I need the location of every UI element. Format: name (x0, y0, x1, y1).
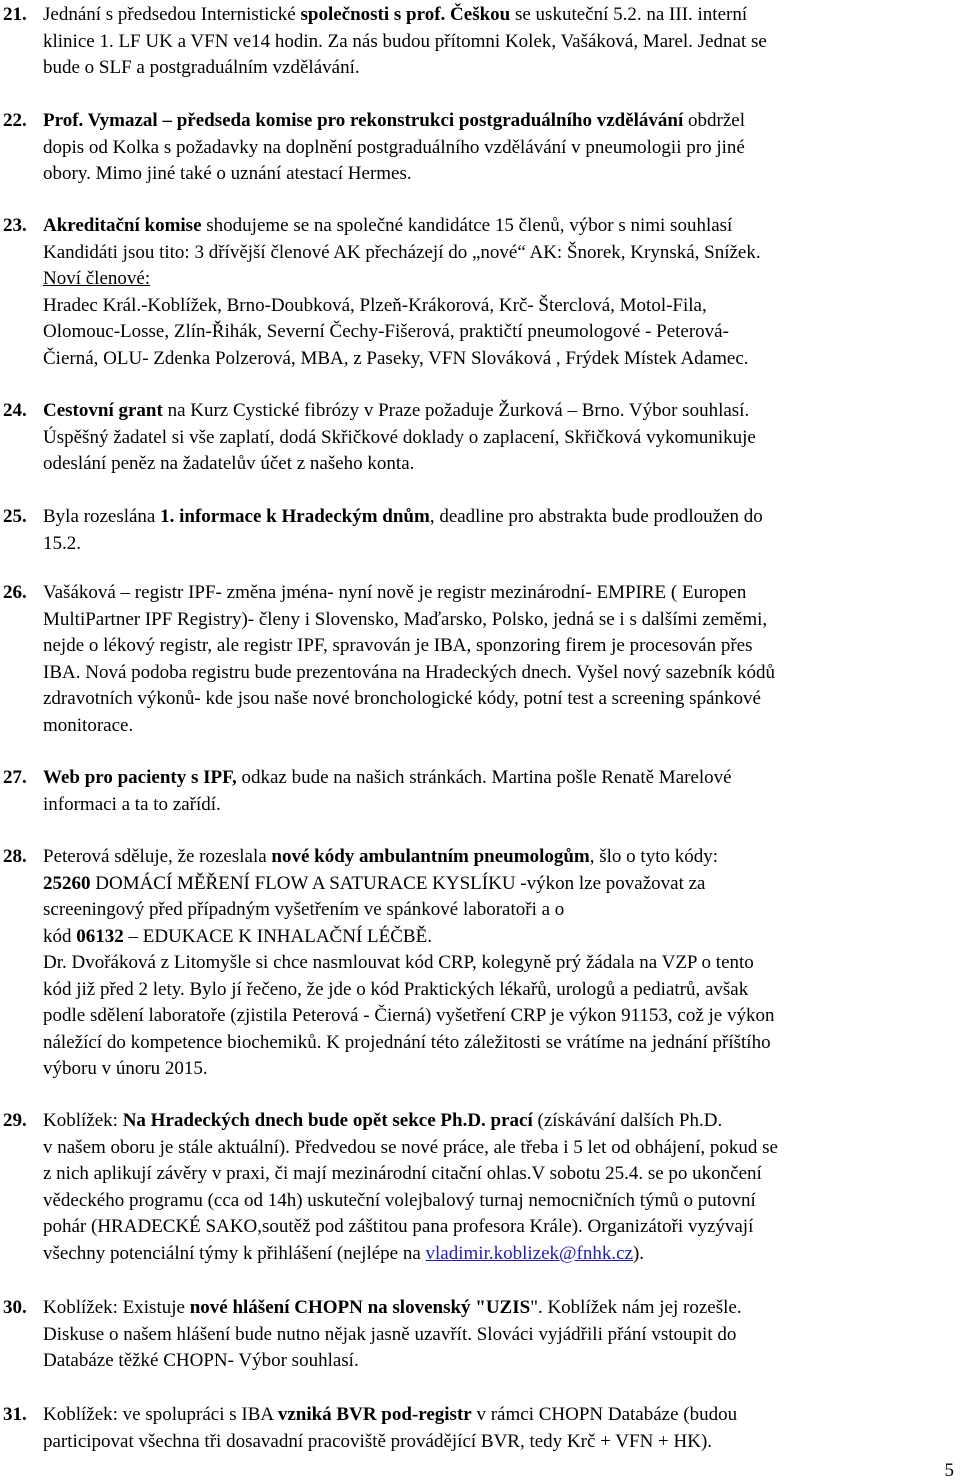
text-segment: vědeckého programu (cca od 14h) uskuteční volejbalový turnaj nemocničních týmů o putovní (43, 1189, 756, 1211)
text-line (43, 319, 956, 346)
text-line (43, 213, 956, 240)
item-number: 28. (3, 846, 27, 867)
item-text (43, 580, 956, 739)
text-line (43, 1322, 956, 1349)
item-text (43, 504, 956, 557)
text-segment: výboru v únoru 2015. (43, 1058, 208, 1079)
item-text (43, 108, 956, 188)
text-line (43, 266, 956, 293)
text-line (43, 1135, 956, 1162)
text-line (43, 504, 956, 531)
text-segment: bude o SLF a postgraduálním vzdělávání. (43, 57, 360, 78)
agenda-item-22 (0, 108, 960, 188)
text-line (43, 1402, 956, 1429)
text-line (43, 135, 956, 162)
agenda-item-26 (0, 580, 960, 739)
agenda-item-27 (0, 765, 960, 818)
agenda-item-29 (0, 1108, 960, 1267)
text-segment: participovat všechna tři dosavadní pracoviště provádějící BVR, tedy Krč + VFN + HK). (43, 1430, 713, 1452)
item-number: 25. (3, 506, 27, 527)
underlined-text: Noví členové: (43, 268, 151, 289)
bold-text: Web pro pacienty s IPF, (43, 767, 237, 788)
text-segment: v našem oboru je stále aktuální). Předvedou se nové práce, ale třeba i 5 let od obhájení, pokud se (43, 1136, 778, 1158)
text-segment: ). (632, 1242, 645, 1264)
text-segment: v rámci CHOPN Databáze (budou (471, 1404, 738, 1425)
item-number: 31. (3, 1404, 27, 1425)
text-segment: obdržel (683, 110, 745, 131)
item-number: 30. (3, 1297, 27, 1318)
text-line (43, 398, 956, 425)
bold-text: vzniká BVR pod-registr (277, 1404, 472, 1425)
item-number: 23. (3, 215, 27, 236)
text-line (43, 713, 956, 740)
text-line (43, 580, 956, 607)
item-number: 21. (3, 4, 27, 25)
item-text (43, 844, 956, 1083)
bold-text: Prof. Vymazal – předseda komise pro rekonstrukci postgraduálního vzdělávání (43, 110, 684, 131)
text-line (43, 871, 956, 898)
text-line (43, 2, 956, 29)
text-line (43, 29, 956, 56)
text-segment: Jednání s předsedou Internistické (43, 4, 301, 25)
agenda-item-30 (0, 1295, 960, 1375)
text-segment: screeningový před případným vyšetřením ve spánkové laboratoři a o (43, 899, 565, 920)
text-segment: Úspěšný žadatel si vše zaplatí, dodá Skřičkové doklady o zaplacení, Skřičková vykomunikuje (43, 426, 756, 448)
text-line (43, 1030, 956, 1057)
item-number: 22. (3, 110, 27, 131)
text-line (43, 897, 956, 924)
agenda-item-25 (0, 504, 960, 557)
text-line (43, 1241, 956, 1268)
text-segment: kód již před 2 lety. Bylo jí řečeno, že jde o kód Praktických lékařů, urologů a pediatrů, avšak (43, 978, 749, 1000)
bold-text: Akreditační komise (43, 215, 202, 236)
item-text (43, 1402, 956, 1455)
agenda-item-31 (0, 1402, 960, 1455)
text-line (43, 1056, 956, 1083)
agenda-item-21 (0, 2, 960, 82)
text-segment: ". Koblížek nám jej rozešle. (530, 1297, 742, 1318)
text-segment: Diskuse o našem hlášení bude nutno nějak jasně uzavřít. Slováci vyjádřili přání vstoupit do (43, 1323, 737, 1345)
text-segment: Olomouc-Losse, Zlín-Řihák, Severní Čechy-Fišerová, praktičtí pneumologové - Peterová- (43, 321, 729, 342)
text-line (43, 1295, 956, 1322)
text-line (43, 293, 956, 320)
text-line (43, 950, 956, 977)
item-text (43, 398, 956, 478)
text-line (43, 1108, 956, 1135)
text-segment: obory. Mimo jiné také o uznání atestací Hermes. (43, 163, 412, 184)
text-segment: Koblížek: (43, 1110, 123, 1131)
item-text (43, 213, 956, 372)
text-line (43, 1161, 956, 1188)
text-segment: Databáze těžké CHOPN- Výbor souhlasí. (43, 1350, 359, 1371)
text-line (43, 161, 956, 188)
text-line (43, 686, 956, 713)
text-segment: podle sdělení laboratoře (zjistila Peterová - Čierná) vyšetření CRP je výkon 91153, což je výkon (43, 1005, 775, 1026)
text-segment: Dr. Dvořáková z Litomyšle si chce nasmlouvat kód CRP, kolegyně prý žádala na VZP o tento (43, 952, 754, 973)
text-segment: Vašáková – registr IPF- změna jména- nyní nově je registr mezinárodní- EMPIRE ( Europen (43, 582, 747, 603)
text-segment: , deadline pro abstrakta bude prodloužen do (429, 506, 763, 527)
bold-text: 06132 (76, 925, 124, 947)
text-line (43, 425, 956, 452)
text-segment: dopis od Kolka s požadavky na doplnění postgraduálního vzdělávání v pneumologii pro jiné (43, 136, 745, 158)
text-segment: náležící do kompetence biochemiků. K projednání této záležitosti se vrátíme na jednání příštího (43, 1031, 771, 1053)
text-segment: (získávání dalších Ph.D. (532, 1110, 723, 1131)
text-segment: – EDUKACE K INHALAČNÍ LÉČBĚ. (123, 925, 432, 947)
text-segment: shodujeme se na společné kandidátce 15 členů, výbor s nimi souhlasí (201, 215, 733, 236)
text-segment: klinice 1. LF UK a VFN ve14 hodin. Za nás budou přítomni Kolek, Vašáková, Marel. Jednat se (43, 30, 767, 52)
text-segment: odeslání peněz na žadatelův účet z našeho konta. (43, 453, 415, 474)
text-segment: DOMÁCÍ MĚŘENÍ FLOW A SATURACE KYSLÍKU -výkon lze považovat za (90, 872, 706, 894)
text-segment: Koblížek: Existuje (43, 1297, 190, 1318)
text-segment: odkaz bude na našich stránkách. Martina pošle Renatě Marelové (236, 767, 732, 788)
text-segment: z nich aplikují závěry v praxi, či mají mezinárodní citační ohlas.V sobotu 25.4. se po ukončení (43, 1163, 762, 1184)
text-segment: Byla rozeslána (43, 506, 161, 527)
text-line (43, 1348, 956, 1375)
text-segment: monitorace. (43, 714, 134, 736)
bold-text: 1. informace k Hradeckým dnům (160, 506, 430, 527)
text-line (43, 607, 956, 634)
text-line (43, 660, 956, 687)
text-segment: nejde o lékový registr, ale registr IPF, spravován je IBA, sponzoring firem je procesován přes (43, 635, 753, 656)
text-line (43, 531, 956, 558)
text-line (43, 240, 956, 267)
text-line (43, 924, 956, 951)
bold-text: nové kódy ambulantním pneumologům (271, 846, 590, 867)
text-segment: všechny potenciální týmy k přihlášení (nejlépe na (43, 1242, 426, 1264)
text-segment: MultiPartner IPF Registry)- členy i Slovensko, Maďarsko, Polsko, jedná se i s dalšími zeměmi, (43, 608, 768, 630)
agenda-item-24 (0, 398, 960, 478)
text-line (43, 346, 956, 373)
bold-text: společnosti s prof. Češkou (300, 4, 511, 25)
bold-text: Cestovní grant (43, 400, 168, 421)
text-segment: Hradec Král.-Koblížek, Brno-Doubková, Plzeň-Krákorová, Krč- Šterclová, Motol-Fila, (43, 294, 707, 316)
text-line (43, 1214, 956, 1241)
text-segment: na Kurz Cystické fibrózy v Praze požaduje Žurková – Brno. Výbor souhlasí. (167, 400, 750, 421)
item-text (43, 1108, 956, 1267)
text-segment: pohár (HRADECKÉ SAKO,soutěž pod záštitou pana profesora Krále). Organizátoři vyzývají (43, 1216, 754, 1237)
item-number: 24. (3, 400, 27, 421)
text-line (43, 1188, 956, 1215)
text-line (43, 792, 956, 819)
bold-text: 25260 (43, 872, 91, 894)
item-text (43, 1295, 956, 1375)
text-line (43, 633, 956, 660)
agenda-item-23 (0, 213, 960, 372)
item-number: 26. (3, 582, 27, 603)
email-link[interactable]: vladimir.koblizek@fnhk.cz (425, 1242, 633, 1264)
page-number: 5 (944, 1460, 954, 1481)
text-segment: zdravotních výkonů- kde jsou naše nové bronchologické kódy, potní test a screening spánkové (43, 688, 761, 709)
text-segment: , šlo o tyto kódy: (589, 846, 719, 867)
item-number: 27. (3, 767, 27, 788)
item-number: 29. (3, 1110, 27, 1131)
bold-text: Na Hradeckých dnech bude opět sekce Ph.D. prací (122, 1110, 533, 1131)
text-segment: 15.2. (43, 532, 81, 554)
text-line (43, 1003, 956, 1030)
item-text (43, 2, 956, 82)
text-segment: Peterová sděluje, že rozeslala (43, 846, 272, 867)
text-line (43, 108, 956, 135)
text-segment: Koblížek: ve spolupráci s IBA (43, 1404, 278, 1425)
text-segment: informaci a ta to zařídí. (43, 793, 221, 815)
text-segment: Kandidáti jsou tito: 3 dřívější členové AK přecházejí do „nové“ AK: Šnorek, Krynská, Snížek. (43, 241, 761, 263)
bold-text: nové hlášení CHOPN na slovenský "UZIS (189, 1297, 531, 1318)
text-segment: kód (43, 925, 77, 947)
text-line (43, 977, 956, 1004)
text-line (43, 451, 956, 478)
text-segment: IBA. Nová podoba registru bude prezentována na Hradeckých dnech. Vyšel nový sazebník kódů (43, 661, 775, 683)
text-segment: se uskuteční 5.2. na III. interní (510, 4, 748, 25)
text-line (43, 844, 956, 871)
text-line (43, 1429, 956, 1456)
text-segment: Čierná, OLU- Zdenka Polzerová, MBA, z Paseky, VFN Slováková , Frýdek Místek Adamec. (43, 347, 749, 369)
text-line (43, 765, 956, 792)
text-line (43, 55, 956, 82)
agenda-item-28 (0, 844, 960, 1083)
item-text (43, 765, 956, 818)
